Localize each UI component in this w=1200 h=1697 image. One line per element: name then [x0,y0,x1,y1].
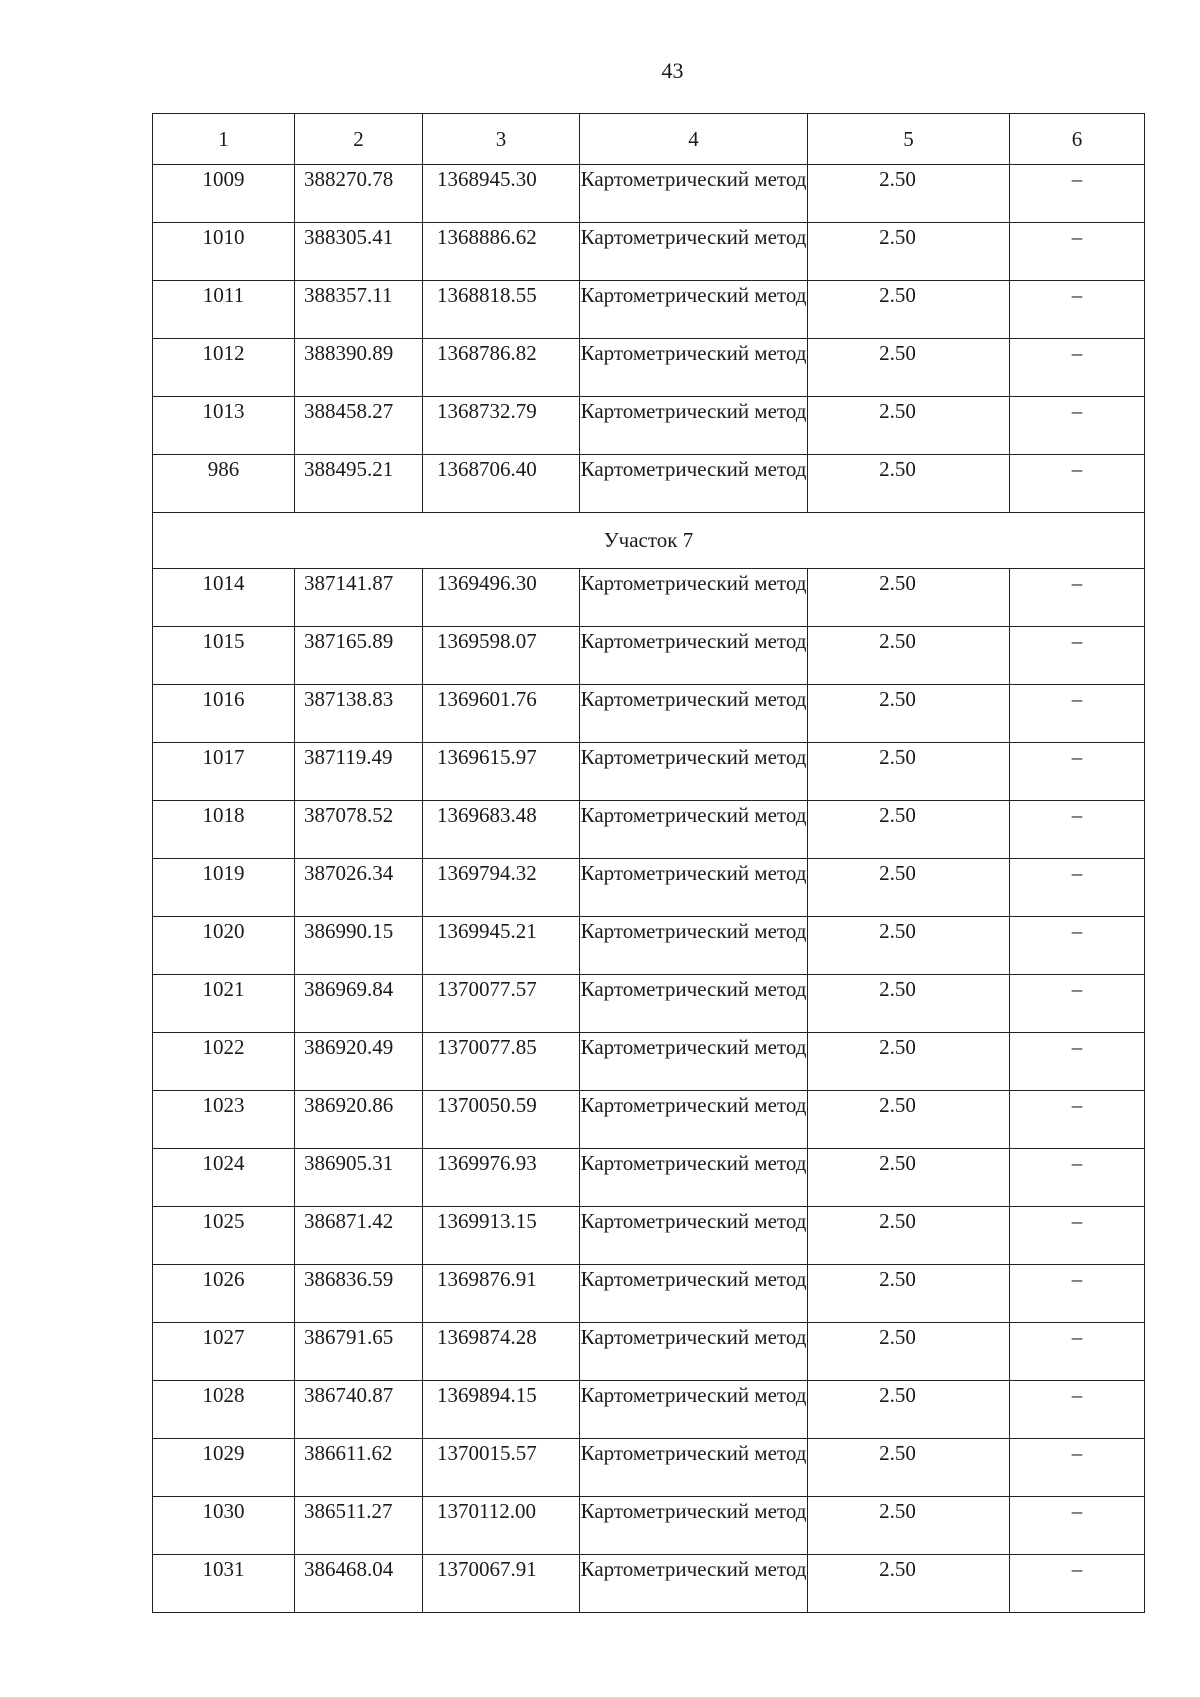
point-number-cell: 1016 [153,685,295,743]
y-coordinate-cell: 1369615.97 [423,743,580,801]
method-cell: Картометрический метод [580,397,808,455]
table-row [153,1555,1145,1613]
x-coordinate-cell: 386468.04 [295,1555,423,1613]
x-coordinate-cell: 387119.49 [295,743,423,801]
y-coordinate-cell: 1370050.59 [423,1091,580,1149]
point-number-cell: 1030 [153,1497,295,1555]
x-coordinate-cell: 386740.87 [295,1381,423,1439]
accuracy-cell: 2.50 [808,1265,1010,1323]
method-cell: Картометрический метод [580,801,808,859]
x-coordinate-cell: 387078.52 [295,801,423,859]
x-coordinate-cell: 388390.89 [295,339,423,397]
method-cell: Картометрический метод [580,1323,808,1381]
y-coordinate-cell: 1368945.30 [423,165,580,223]
point-number-cell: 1017 [153,743,295,801]
x-coordinate-cell: 386791.65 [295,1323,423,1381]
y-coordinate-cell: 1370077.85 [423,1033,580,1091]
section-title-row [153,513,1145,569]
note-cell: – [1010,165,1145,223]
method-cell: Картометрический метод [580,1091,808,1149]
table-body [153,114,1145,1613]
table-row [153,801,1145,859]
table-row [153,917,1145,975]
y-coordinate-cell: 1370015.57 [423,1439,580,1497]
point-number-cell: 1027 [153,1323,295,1381]
x-coordinate-cell: 387026.34 [295,859,423,917]
method-cell: Картометрический метод [580,339,808,397]
table-row [153,1323,1145,1381]
y-coordinate-cell: 1370112.00 [423,1497,580,1555]
accuracy-cell: 2.50 [808,685,1010,743]
method-cell: Картометрический метод [580,569,808,627]
note-cell: – [1010,801,1145,859]
y-coordinate-cell: 1368818.55 [423,281,580,339]
x-coordinate-cell: 386920.86 [295,1091,423,1149]
column-header: 3 [423,114,580,165]
point-number-cell: 1012 [153,339,295,397]
point-number-cell: 1023 [153,1091,295,1149]
accuracy-cell: 2.50 [808,165,1010,223]
method-cell: Картометрический метод [580,223,808,281]
x-coordinate-cell: 388458.27 [295,397,423,455]
point-number-cell: 1024 [153,1149,295,1207]
method-cell: Картометрический метод [580,627,808,685]
note-cell: – [1010,1149,1145,1207]
table-row [153,743,1145,801]
accuracy-cell: 2.50 [808,397,1010,455]
point-number-cell: 1020 [153,917,295,975]
accuracy-cell: 2.50 [808,339,1010,397]
note-cell: – [1010,1439,1145,1497]
note-cell: – [1010,1207,1145,1265]
method-cell: Картометрический метод [580,743,808,801]
y-coordinate-cell: 1369683.48 [423,801,580,859]
point-number-cell: 1018 [153,801,295,859]
point-number-cell: 1021 [153,975,295,1033]
table-row [153,859,1145,917]
x-coordinate-cell: 386920.49 [295,1033,423,1091]
x-coordinate-cell: 388305.41 [295,223,423,281]
y-coordinate-cell: 1369601.76 [423,685,580,743]
accuracy-cell: 2.50 [808,281,1010,339]
y-coordinate-cell: 1370067.91 [423,1555,580,1613]
table-row [153,627,1145,685]
accuracy-cell: 2.50 [808,1091,1010,1149]
point-number-cell: 1015 [153,627,295,685]
note-cell: – [1010,339,1145,397]
note-cell: – [1010,975,1145,1033]
method-cell: Картометрический метод [580,1207,808,1265]
column-header: 6 [1010,114,1145,165]
point-number-cell: 986 [153,455,295,513]
note-cell: – [1010,569,1145,627]
x-coordinate-cell: 386905.31 [295,1149,423,1207]
table-row [153,1149,1145,1207]
method-cell: Картометрический метод [580,1439,808,1497]
method-cell: Картометрический метод [580,859,808,917]
table-row [153,1439,1145,1497]
point-number-cell: 1028 [153,1381,295,1439]
y-coordinate-cell: 1368786.82 [423,339,580,397]
y-coordinate-cell: 1369894.15 [423,1381,580,1439]
accuracy-cell: 2.50 [808,1381,1010,1439]
accuracy-cell: 2.50 [808,743,1010,801]
method-cell: Картометрический метод [580,1033,808,1091]
accuracy-cell: 2.50 [808,455,1010,513]
coordinates-table [152,113,1145,1613]
accuracy-cell: 2.50 [808,1555,1010,1613]
method-cell: Картометрический метод [580,1381,808,1439]
accuracy-cell: 2.50 [808,1497,1010,1555]
table-row [153,1265,1145,1323]
note-cell: – [1010,859,1145,917]
column-header: 2 [295,114,423,165]
method-cell: Картометрический метод [580,685,808,743]
note-cell: – [1010,1497,1145,1555]
accuracy-cell: 2.50 [808,975,1010,1033]
table-row [153,685,1145,743]
table-row [153,1091,1145,1149]
method-cell: Картометрический метод [580,1265,808,1323]
y-coordinate-cell: 1369794.32 [423,859,580,917]
method-cell: Картометрический метод [580,455,808,513]
x-coordinate-cell: 386611.62 [295,1439,423,1497]
accuracy-cell: 2.50 [808,801,1010,859]
method-cell: Картометрический метод [580,165,808,223]
note-cell: – [1010,1555,1145,1613]
accuracy-cell: 2.50 [808,859,1010,917]
note-cell: – [1010,397,1145,455]
point-number-cell: 1029 [153,1439,295,1497]
y-coordinate-cell: 1369598.07 [423,627,580,685]
y-coordinate-cell: 1368886.62 [423,223,580,281]
note-cell: – [1010,281,1145,339]
point-number-cell: 1022 [153,1033,295,1091]
accuracy-cell: 2.50 [808,569,1010,627]
table-row [153,569,1145,627]
x-coordinate-cell: 388495.21 [295,455,423,513]
note-cell: – [1010,1033,1145,1091]
point-number-cell: 1011 [153,281,295,339]
column-header: 5 [808,114,1010,165]
note-cell: – [1010,743,1145,801]
x-coordinate-cell: 387165.89 [295,627,423,685]
x-coordinate-cell: 388357.11 [295,281,423,339]
x-coordinate-cell: 386871.42 [295,1207,423,1265]
y-coordinate-cell: 1369876.91 [423,1265,580,1323]
column-header: 4 [580,114,808,165]
table-row [153,1381,1145,1439]
note-cell: – [1010,627,1145,685]
table-row [153,1207,1145,1265]
y-coordinate-cell: 1369976.93 [423,1149,580,1207]
table-row [153,281,1145,339]
y-coordinate-cell: 1369874.28 [423,1323,580,1381]
accuracy-cell: 2.50 [808,627,1010,685]
point-number-cell: 1031 [153,1555,295,1613]
note-cell: – [1010,917,1145,975]
note-cell: – [1010,223,1145,281]
table-row [153,165,1145,223]
table-row [153,339,1145,397]
point-number-cell: 1010 [153,223,295,281]
table-row [153,975,1145,1033]
table-row [153,223,1145,281]
method-cell: Картометрический метод [580,281,808,339]
y-coordinate-cell: 1369913.15 [423,1207,580,1265]
point-number-cell: 1026 [153,1265,295,1323]
table-row [153,1033,1145,1091]
point-number-cell: 1013 [153,397,295,455]
note-cell: – [1010,455,1145,513]
note-cell: – [1010,1381,1145,1439]
x-coordinate-cell: 386990.15 [295,917,423,975]
note-cell: – [1010,1265,1145,1323]
accuracy-cell: 2.50 [808,223,1010,281]
point-number-cell: 1009 [153,165,295,223]
x-coordinate-cell: 386836.59 [295,1265,423,1323]
y-coordinate-cell: 1370077.57 [423,975,580,1033]
method-cell: Картометрический метод [580,1149,808,1207]
point-number-cell: 1019 [153,859,295,917]
method-cell: Картометрический метод [580,1555,808,1613]
accuracy-cell: 2.50 [808,1149,1010,1207]
x-coordinate-cell: 388270.78 [295,165,423,223]
method-cell: Картометрический метод [580,1497,808,1555]
accuracy-cell: 2.50 [808,1033,1010,1091]
accuracy-cell: 2.50 [808,917,1010,975]
method-cell: Картометрический метод [580,975,808,1033]
accuracy-cell: 2.50 [808,1323,1010,1381]
x-coordinate-cell: 386511.27 [295,1497,423,1555]
accuracy-cell: 2.50 [808,1439,1010,1497]
y-coordinate-cell: 1369496.30 [423,569,580,627]
note-cell: – [1010,685,1145,743]
note-cell: – [1010,1323,1145,1381]
x-coordinate-cell: 387141.87 [295,569,423,627]
method-cell: Картометрический метод [580,917,808,975]
table-row [153,455,1145,513]
x-coordinate-cell: 386969.84 [295,975,423,1033]
point-number-cell: 1025 [153,1207,295,1265]
table-row [153,1497,1145,1555]
table-header-row [153,114,1145,165]
note-cell: – [1010,1091,1145,1149]
x-coordinate-cell: 387138.83 [295,685,423,743]
point-number-cell: 1014 [153,569,295,627]
column-header: 1 [153,114,295,165]
accuracy-cell: 2.50 [808,1207,1010,1265]
table-row [153,397,1145,455]
section-title: Участок 7 [153,513,1145,569]
y-coordinate-cell: 1368732.79 [423,397,580,455]
page-number: 43 [661,58,684,83]
y-coordinate-cell: 1369945.21 [423,917,580,975]
y-coordinate-cell: 1368706.40 [423,455,580,513]
